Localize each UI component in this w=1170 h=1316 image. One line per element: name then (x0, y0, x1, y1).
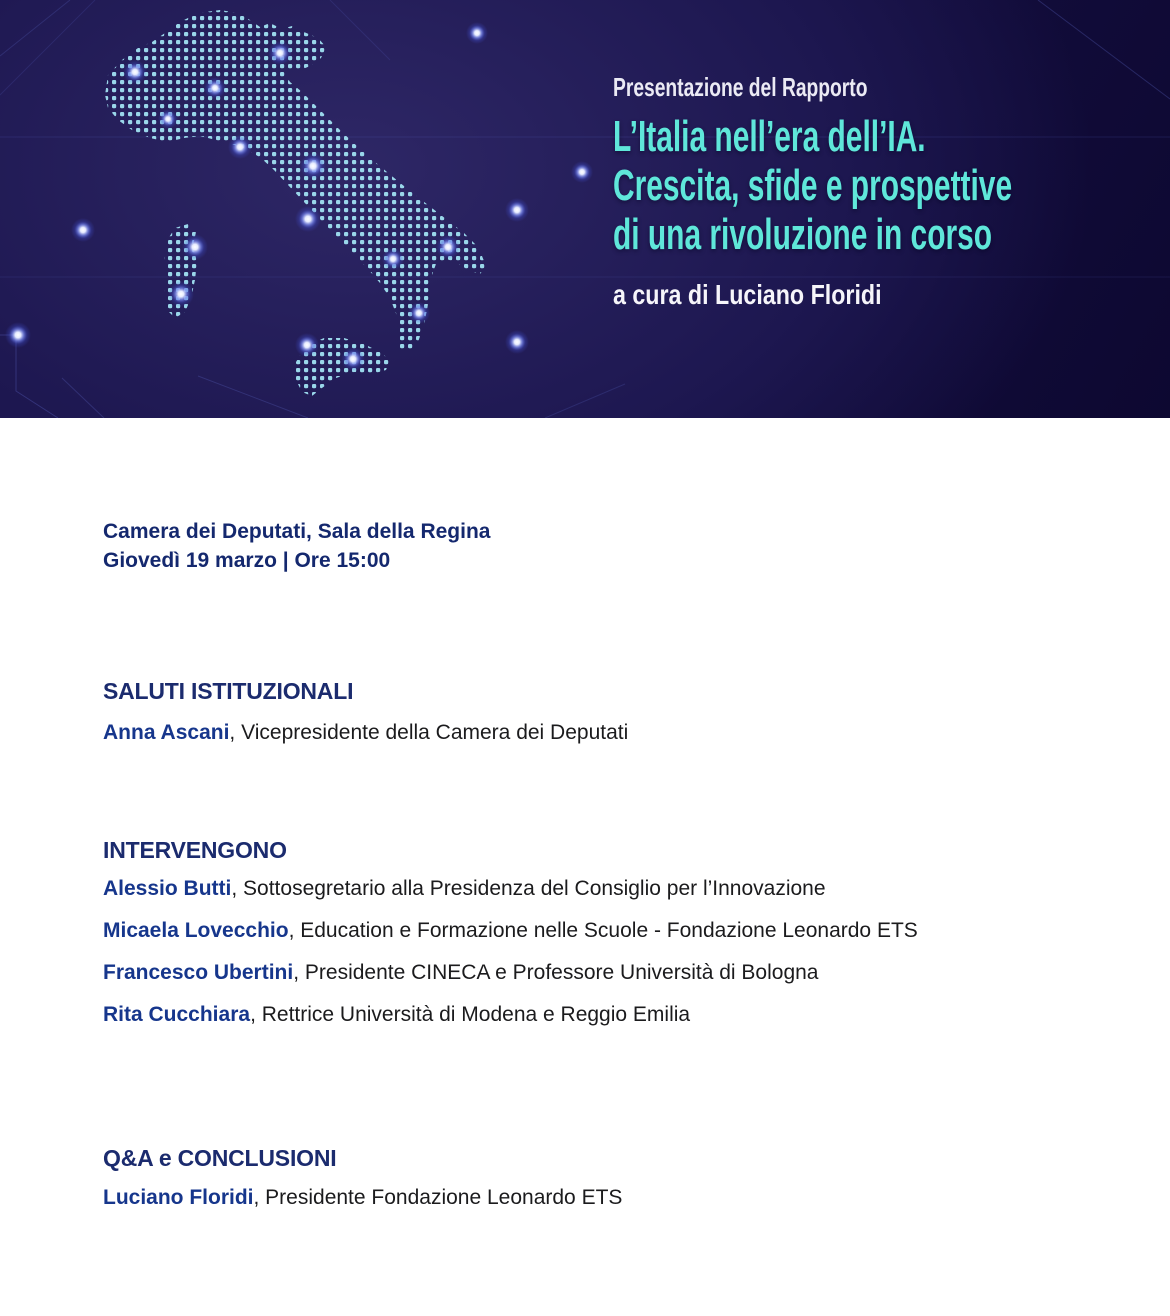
speaker-line (103, 719, 1130, 747)
speaker-name: Anna Ascani (103, 721, 230, 744)
section-intervengono (103, 836, 1130, 1043)
event-datetime: Giovedì 19 marzo | Ore 15:00 (103, 549, 391, 572)
section-saluti-istituzionali (103, 677, 1130, 761)
section-qa-conclusioni (103, 1144, 1130, 1226)
speaker-role: , Presidente CINECA e Professore Università di Bologna (293, 961, 819, 984)
speaker-line (103, 875, 1130, 903)
section-heading: INTERVENGONO (103, 837, 287, 863)
report-title (613, 112, 1170, 259)
speaker-line (103, 917, 1130, 945)
speaker-role: , Presidente Fondazione Leonardo ETS (253, 1186, 623, 1209)
section-heading: Q&A e CONCLUSIONI (103, 1145, 337, 1171)
speaker-role: , Sottosegretario alla Presidenza del Consiglio per l’Innovazione (231, 877, 826, 900)
report-byline: a cura di Luciano Floridi (613, 279, 882, 310)
speaker-list (103, 875, 1130, 1029)
report-title-line-1: L’Italia nell’era dell’IA. (613, 112, 926, 161)
speaker-name: Rita Cucchiara (103, 1003, 251, 1026)
speaker-role: , Rettrice Università di Modena e Reggio Emilia (250, 1003, 691, 1026)
report-kicker: Presentazione del Rapporto (613, 72, 868, 102)
speaker-name: Francesco Ubertini (103, 961, 294, 984)
speaker-name: Alessio Butti (103, 877, 232, 900)
report-title-line-2: Crescita, sfide e prospettive (613, 161, 1013, 210)
event-venue: Camera dei Deputati, Sala della Regina (103, 520, 491, 543)
speaker-line (103, 1001, 1130, 1029)
hero-banner (0, 0, 1170, 418)
italy-map-shape (105, 10, 486, 396)
speaker-name: Micaela Lovecchio (103, 919, 289, 942)
section-heading: SALUTI ISTITUZIONALI (103, 678, 354, 704)
italy-mainland (105, 10, 486, 350)
speaker-line (103, 959, 1130, 987)
speaker-role: , Vicepresidente della Camera dei Deputati (229, 721, 629, 744)
report-title-line-3: di una rivoluzione in corso (613, 210, 993, 259)
speaker-name: Luciano Floridi (103, 1186, 254, 1209)
speaker-role: , Education e Formazione nelle Scuole - Fondazione Leonardo ETS (288, 919, 918, 942)
speaker-line (103, 1184, 1130, 1212)
event-venue-block (103, 517, 490, 575)
